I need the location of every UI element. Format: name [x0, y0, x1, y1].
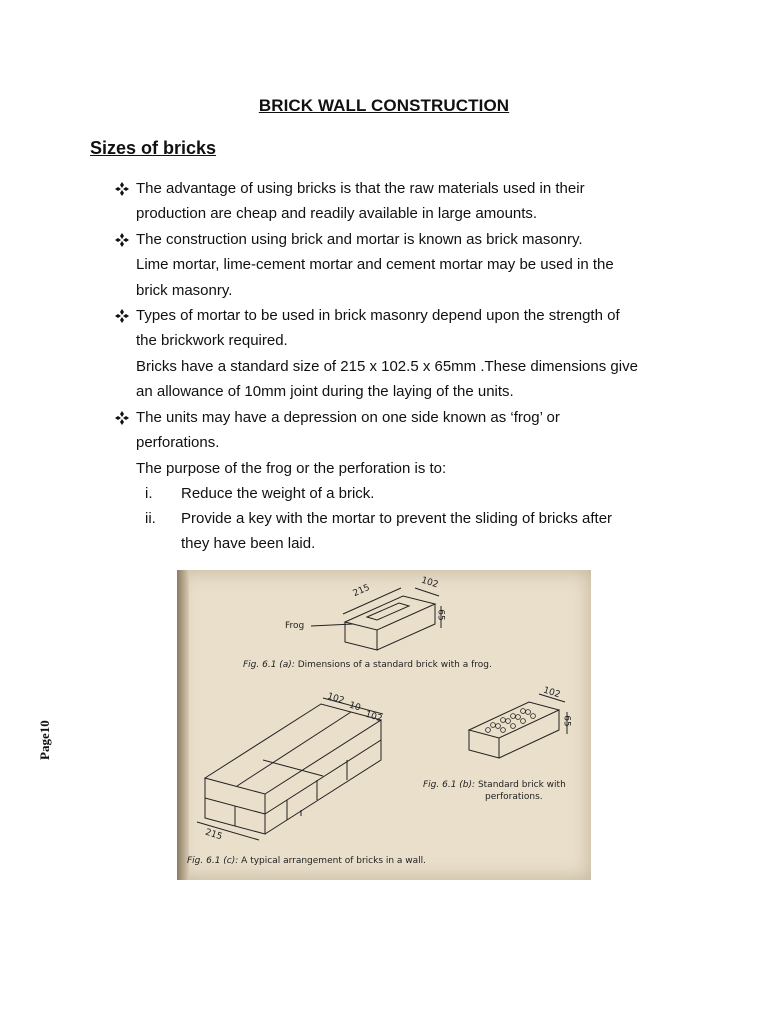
caption-label: Fig. 6.1 (c): — [187, 856, 239, 866]
text-line: perforations. — [136, 434, 220, 452]
figure-caption-b-line2: perforations. — [485, 792, 543, 802]
purpose-item — [181, 481, 374, 506]
text-line: The construction using brick and mortar is known as brick masonry. — [136, 231, 583, 248]
text-line: The advantage of using bricks is that the raw materials used in their — [136, 180, 585, 197]
caption-text: Standard brick with — [477, 780, 566, 790]
text-line: Reduce the weight of a brick. — [181, 485, 375, 502]
page-number: Page10 — [37, 720, 52, 760]
dimension-label: 215 — [351, 582, 372, 600]
text-line: brick masonry. — [136, 281, 233, 299]
frog-label: Frog — [285, 621, 305, 631]
figure-caption-a — [243, 660, 492, 670]
bullet-paragraph — [136, 176, 585, 227]
text-line: The units may have a depression on one side known as ‘frog’ or — [136, 409, 560, 426]
list-numeral: i. — [145, 485, 153, 502]
dimension-label: 215 — [203, 827, 224, 843]
text-line: Bricks have a standard size of 215 x 102.5 x 65mm .These dimensions give — [136, 357, 638, 375]
wall-arrangement-drawing — [197, 698, 383, 840]
text-line: The purpose of the frog or the perforation is to: — [136, 459, 447, 477]
dimension-label: 65 — [561, 715, 572, 727]
text-line: Types of mortar to be used in brick masonry depend upon the strength of — [136, 307, 620, 324]
text-line: the brickwork required. — [136, 332, 288, 350]
list-numeral: ii. — [145, 510, 156, 527]
dimension-label: 102 — [419, 575, 440, 591]
brick-with-frog-drawing — [311, 588, 441, 650]
brick-figure — [177, 570, 591, 880]
caption-label: Fig. 6.1 (b): — [423, 780, 476, 790]
caption-label: Fig. 6.1 (a): — [243, 660, 295, 670]
diamond-bullet-icon — [114, 308, 130, 324]
caption-text: A typical arrangement of bricks in a wall. — [241, 856, 427, 866]
text-line: Provide a key with the mortar to prevent the sliding of bricks after — [181, 510, 613, 527]
diamond-bullet-icon — [114, 181, 130, 197]
bullet-paragraph — [136, 405, 560, 481]
diamond-bullet-icon — [114, 232, 130, 248]
page-title: BRICK WALL CONSTRUCTION — [258, 96, 510, 115]
purpose-item — [181, 506, 612, 557]
caption-text: Dimensions of a standard brick with a frog. — [297, 660, 492, 670]
figure-caption-b — [423, 780, 566, 790]
text-line: they have been laid. — [181, 535, 316, 553]
bullet-paragraph — [136, 227, 614, 303]
bullet-paragraph — [136, 303, 638, 405]
dimension-label: 102 — [541, 685, 562, 701]
brick-drawings — [177, 570, 591, 880]
perforated-brick-drawing — [469, 694, 567, 758]
dimension-label: 102 — [325, 691, 346, 707]
figure-caption-c — [187, 856, 426, 866]
dimension-label: 102 — [363, 709, 384, 725]
dimension-label: 10 — [347, 700, 362, 714]
section-heading: Sizes of bricks — [90, 138, 217, 158]
text-line: Lime mortar, lime-cement mortar and cement mortar may be used in the — [136, 256, 614, 274]
dimension-label: 65 — [435, 609, 446, 621]
text-line: production are cheap and readily available in large amounts. — [136, 205, 538, 223]
diamond-bullet-icon — [114, 410, 130, 426]
text-line: an allowance of 10mm joint during the laying of the units. — [136, 383, 514, 401]
